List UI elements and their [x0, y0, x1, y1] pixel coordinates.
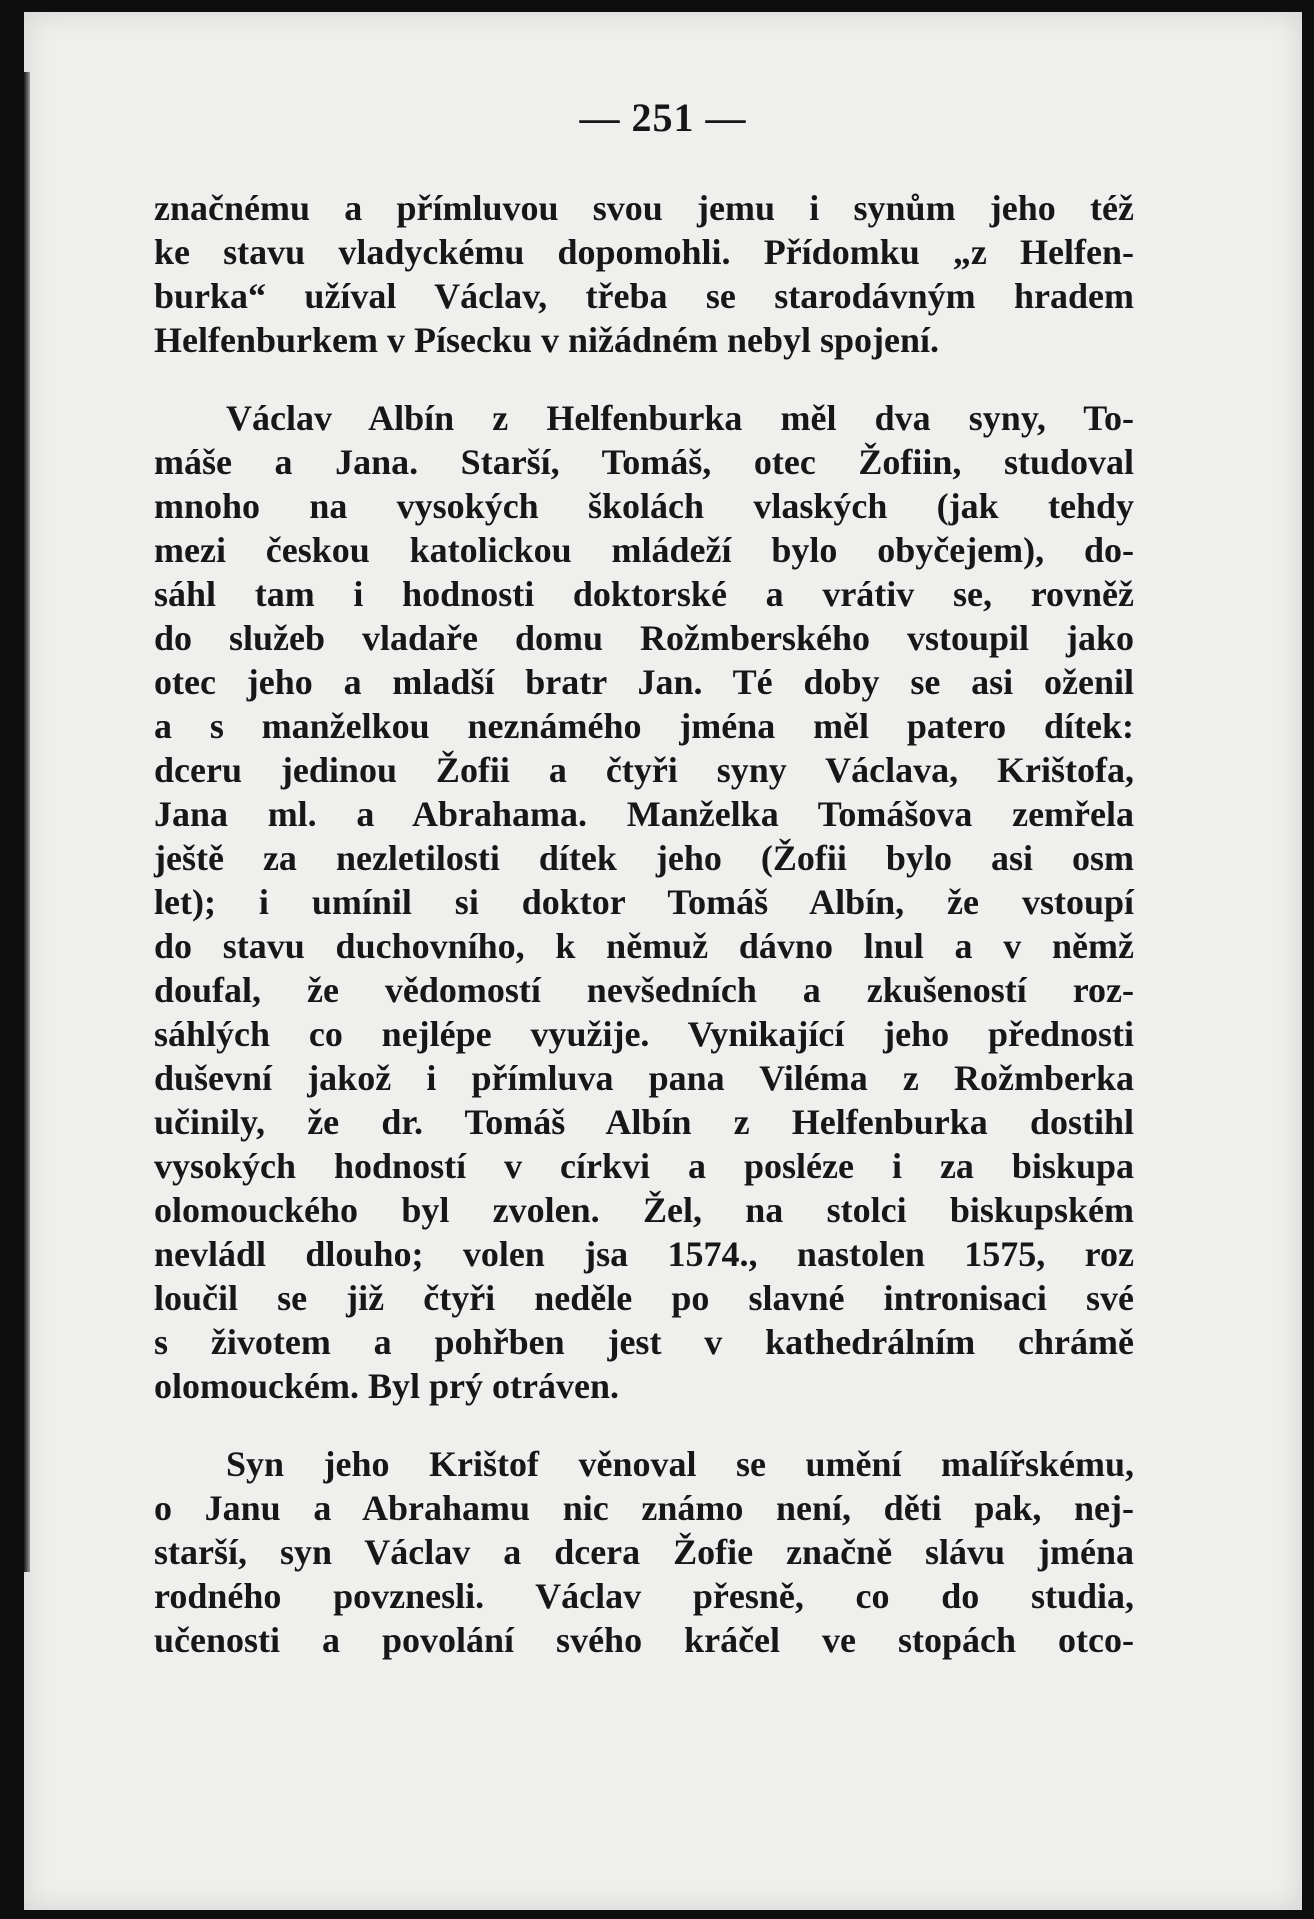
- text-line: učinily, že dr. Tomáš Albín z Helfenburka dostihl: [154, 1102, 1134, 1142]
- text-line: značnému a přímluvou svou jemu i synům jeho též: [154, 188, 1134, 228]
- text-line: ještě za nezletilosti dítek jeho (Žofii bylo asi osm: [154, 838, 1134, 878]
- text-line: sáhl tam i hodnosti doktorské a vrátiv se, rovněž: [154, 574, 1134, 614]
- text-line: let); i umínil si doktor Tomáš Albín, že vstoupí: [154, 882, 1134, 922]
- binding-edge: [24, 72, 30, 1572]
- text-line: loučil se již čtyři neděle po slavné intronisaci své: [154, 1278, 1134, 1318]
- text-line: olomouckém. Byl prý otráven.: [154, 1366, 619, 1406]
- text-line: máše a Jana. Starší, Tomáš, otec Žofiin, studoval: [154, 442, 1134, 482]
- paragraph-gap: [154, 1408, 1134, 1442]
- text-line: olomouckého byl zvolen. Žel, na stolci biskupském: [154, 1190, 1134, 1230]
- text-line: a s manželkou neznámého jména měl patero dítek:: [154, 706, 1134, 746]
- page-body-text: [154, 186, 1134, 1662]
- text-line: dceru jedinou Žofii a čtyři syny Václava, Krištofa,: [154, 750, 1134, 790]
- text-line: ke stavu vladyckému dopomohli. Přídomku „z Helfen-: [154, 232, 1134, 272]
- text-line: otec jeho a mladší bratr Jan. Té doby se asi oženil: [154, 662, 1134, 702]
- book-page: [24, 12, 1302, 1910]
- text-line: nevládl dlouho; volen jsa 1574., nastolen 1575, roz: [154, 1234, 1134, 1274]
- text-line: do služeb vladaře domu Rožmberského vstoupil jako: [154, 618, 1134, 658]
- text-line: učenosti a povolání svého kráčel ve stopách otco-: [154, 1620, 1134, 1660]
- text-line: Václav Albín z Helfenburka měl dva syny, To-: [226, 398, 1134, 438]
- text-line: s životem a pohřben jest v kathedrálním chrámě: [154, 1322, 1134, 1362]
- text-line: sáhlých co nejlépe využije. Vynikající jeho přednosti: [154, 1014, 1134, 1054]
- text-line: o Janu a Abrahamu nic známo není, děti pak, nej-: [154, 1488, 1134, 1528]
- text-line: starší, syn Václav a dcera Žofie značně slávu jména: [154, 1532, 1134, 1572]
- page-number: — 251 —: [579, 95, 747, 140]
- text-line: mnoho na vysokých školách vlaských (jak tehdy: [154, 486, 1134, 526]
- paragraph-2: [154, 396, 1134, 1408]
- text-line: doufal, že vědomostí nevšedních a zkušeností roz-: [154, 970, 1134, 1010]
- text-line: burka“ užíval Václav, třeba se starodávným hradem: [154, 276, 1134, 316]
- text-line: mezi českou katolickou mládeží bylo obyčejem), do-: [154, 530, 1134, 570]
- paragraph-1: [154, 186, 1134, 362]
- text-line: duševní jakož i přímluva pana Viléma z Rožmberka: [154, 1058, 1134, 1098]
- text-line: Helfenburkem v Písecku v nižádném nebyl spojení.: [154, 320, 940, 360]
- text-line: Jana ml. a Abrahama. Manželka Tomášova zemřela: [154, 794, 1134, 834]
- text-line: do stavu duchovního, k němuž dávno lnul a v němž: [154, 926, 1134, 966]
- paragraph-gap: [154, 362, 1134, 396]
- text-line: Syn jeho Krištof věnoval se umění malířskému,: [226, 1444, 1134, 1484]
- paragraph-3: [154, 1442, 1134, 1662]
- text-line: rodného povznesli. Václav přesně, co do studia,: [154, 1576, 1134, 1616]
- text-line: vysokých hodností v církvi a posléze i za biskupa: [154, 1146, 1134, 1186]
